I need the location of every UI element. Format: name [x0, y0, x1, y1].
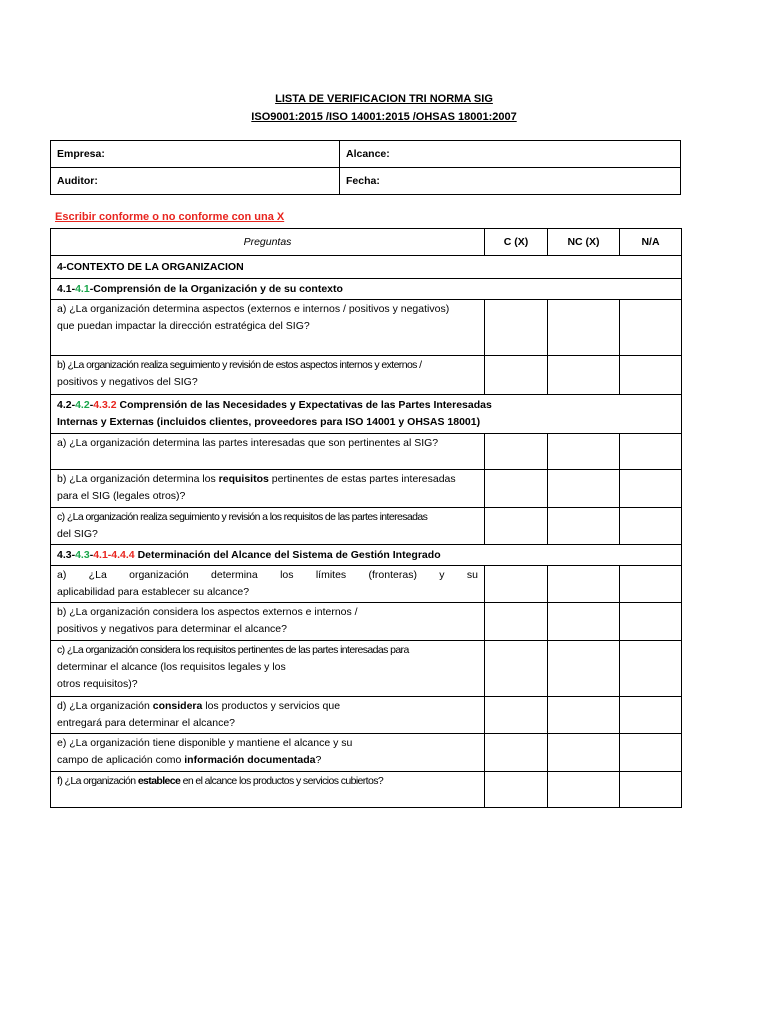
question-row	[51, 697, 682, 734]
answer-na-cell[interactable]	[620, 566, 682, 603]
subsection-row	[51, 395, 682, 434]
question-line	[57, 773, 478, 790]
column-c: C (X)	[485, 229, 548, 256]
question-line	[57, 752, 478, 769]
question-row	[51, 603, 682, 641]
subsection-row	[51, 279, 682, 300]
answer-c-cell[interactable]	[485, 772, 548, 808]
question-text	[51, 772, 485, 808]
answer-c-cell[interactable]	[485, 566, 548, 603]
question-text	[51, 300, 485, 356]
clause-number-red: 4.3.2	[93, 399, 117, 411]
answer-na-cell[interactable]	[620, 734, 682, 772]
alcance-field[interactable]: Alcance:	[340, 141, 681, 168]
answer-nc-cell[interactable]	[548, 697, 620, 734]
question-row	[51, 300, 682, 356]
answer-nc-cell[interactable]	[548, 434, 620, 470]
question-line: a) ¿La organización determina aspectos (externos e internos / positivos y negativos)	[57, 303, 450, 315]
subsection-title-line	[57, 397, 675, 414]
clause-number: 4.3-	[57, 548, 76, 561]
clause-separator: -	[89, 548, 94, 561]
question-line: b) ¿La organización considera los aspectos externos e internos /	[57, 606, 358, 618]
question-line: para el SIG (legales otros)?	[57, 490, 186, 502]
subsection-title: Comprensión de las Necesidades y Expectativas de las Partes Interesadas	[116, 399, 492, 411]
question-text	[51, 697, 485, 734]
clause-number: 4.2-	[57, 399, 76, 411]
answer-c-cell[interactable]	[485, 434, 548, 470]
clause-separator: -	[89, 399, 94, 411]
question-line	[57, 471, 478, 488]
subsection-title-line: Internas y Externas (incluidos clientes, proveedores para ISO 14001 y OHSAS 18001)	[57, 416, 481, 428]
question-fragment: d) ¿La organización	[57, 700, 153, 712]
clause-number-green: 4.1	[75, 282, 90, 295]
question-row	[51, 508, 682, 545]
answer-c-cell[interactable]	[485, 470, 548, 508]
clause-number-green: 4.2	[75, 399, 90, 411]
answer-c-cell[interactable]	[485, 697, 548, 734]
column-na: N/A	[620, 229, 682, 256]
question-fragment: ?	[315, 754, 322, 766]
answer-nc-cell[interactable]	[548, 470, 620, 508]
answer-na-cell[interactable]	[620, 470, 682, 508]
question-text	[51, 356, 485, 395]
question-row	[51, 434, 682, 470]
question-fragment: f) ¿La organización	[57, 775, 138, 787]
question-line: determinar el alcance (los requisitos legales y los	[57, 661, 286, 673]
answer-na-cell[interactable]	[620, 434, 682, 470]
answer-na-cell[interactable]	[620, 641, 682, 697]
question-row	[51, 772, 682, 808]
question-line: que puedan impactar la dirección estratégica del SIG?	[57, 320, 310, 332]
question-row	[51, 641, 682, 697]
answer-nc-cell[interactable]	[548, 603, 620, 641]
question-text	[51, 470, 485, 508]
question-row	[51, 566, 682, 603]
question-fragment: los productos y servicios que	[202, 700, 341, 712]
question-line: a) ¿La organización determina las partes interesadas que son pertinentes al SIG?	[57, 437, 439, 449]
question-line	[57, 698, 478, 715]
question-line: otros requisitos)?	[57, 678, 138, 690]
header-table	[50, 140, 681, 195]
question-fragment: b) ¿La organización determina los	[57, 473, 219, 485]
column-nc: NC (X)	[548, 229, 620, 256]
document-title: LISTA DE VERIFICACION TRI NORMA SIG	[275, 93, 493, 105]
question-line: b) ¿La organización realiza seguimiento y revisión de estos aspectos internos y externos /	[57, 359, 422, 371]
answer-c-cell[interactable]	[485, 356, 548, 395]
question-text	[51, 508, 485, 545]
clause-number-green: 4.3	[75, 548, 90, 561]
question-text	[51, 603, 485, 641]
answer-na-cell[interactable]	[620, 697, 682, 734]
subsection-4-2-heading	[51, 395, 682, 434]
answer-na-cell[interactable]	[620, 603, 682, 641]
answer-nc-cell[interactable]	[548, 356, 620, 395]
question-text	[51, 434, 485, 470]
subsection-row	[51, 545, 682, 566]
answer-nc-cell[interactable]	[548, 508, 620, 545]
answer-c-cell[interactable]	[485, 734, 548, 772]
question-text	[51, 641, 485, 697]
question-line: aplicabilidad para establecer su alcance?	[57, 586, 250, 598]
answer-nc-cell[interactable]	[548, 300, 620, 356]
section-4-heading: 4-CONTEXTO DE LA ORGANIZACION	[51, 256, 682, 279]
question-line: entregará para determinar el alcance?	[57, 717, 236, 729]
question-row	[51, 470, 682, 508]
clause-separator: -	[89, 282, 94, 295]
answer-nc-cell[interactable]	[548, 734, 620, 772]
clause-number-red: 4.1-4.4.4	[93, 548, 135, 561]
question-line: a) ¿La organización determina los límites (fronteras) y su	[57, 569, 478, 581]
answer-na-cell[interactable]	[620, 508, 682, 545]
question-row	[51, 734, 682, 772]
question-emphasis: establece	[137, 775, 181, 787]
question-line: positivos y negativos para determinar el alcance?	[57, 623, 287, 635]
answer-c-cell[interactable]	[485, 641, 548, 697]
question-emphasis: información documentada	[184, 754, 316, 766]
answer-c-cell[interactable]	[485, 508, 548, 545]
subsection-title: Determinación del Alcance del Sistema de Gestión Integrado	[134, 548, 441, 561]
checklist-table	[50, 228, 682, 808]
answer-nc-cell[interactable]	[548, 772, 620, 808]
question-text	[51, 566, 485, 603]
answer-nc-cell[interactable]	[548, 566, 620, 603]
question-line: c) ¿La organización realiza seguimiento y revisión a los requisitos de las partes interesadas	[57, 511, 428, 523]
instruction-text: Escribir conforme o no conforme con una X	[55, 211, 285, 223]
question-fragment: en el alcance los productos y servicios cubiertos?	[180, 775, 384, 787]
answer-c-cell[interactable]	[485, 300, 548, 356]
clause-number: 4.1-	[57, 282, 76, 295]
question-line: positivos y negativos del SIG?	[57, 376, 198, 388]
answer-c-cell[interactable]	[485, 603, 548, 641]
column-header-row	[51, 229, 682, 256]
subsection-title: Comprensión de la Organización y de su contexto	[93, 282, 343, 295]
question-line: del SIG?	[57, 528, 98, 540]
question-fragment: campo de aplicación como	[57, 754, 185, 766]
question-emphasis: requisitos	[218, 473, 269, 485]
question-line: e) ¿La organización tiene disponible y mantiene el alcance y su	[57, 737, 353, 749]
column-preguntas: Preguntas	[51, 229, 485, 256]
question-fragment: pertinentes de estas partes interesadas	[268, 473, 456, 485]
fecha-field[interactable]: Fecha:	[340, 168, 681, 195]
document-subtitle: ISO9001:2015 /ISO 14001:2015 /OHSAS 18001:2007	[251, 111, 517, 123]
question-row	[51, 356, 682, 395]
subsection-4-3-heading	[51, 545, 682, 566]
answer-na-cell[interactable]	[620, 772, 682, 808]
subsection-4-1-heading	[51, 279, 682, 300]
question-text	[51, 734, 485, 772]
auditor-field[interactable]: Auditor:	[51, 168, 340, 195]
section-row	[51, 256, 682, 279]
answer-na-cell[interactable]	[620, 300, 682, 356]
answer-nc-cell[interactable]	[548, 641, 620, 697]
question-line: c) ¿La organización considera los requisitos pertinentes de las partes interesadas para	[57, 644, 409, 656]
answer-na-cell[interactable]	[620, 356, 682, 395]
question-emphasis: considera	[152, 700, 203, 712]
empresa-field[interactable]: Empresa:	[51, 141, 340, 168]
